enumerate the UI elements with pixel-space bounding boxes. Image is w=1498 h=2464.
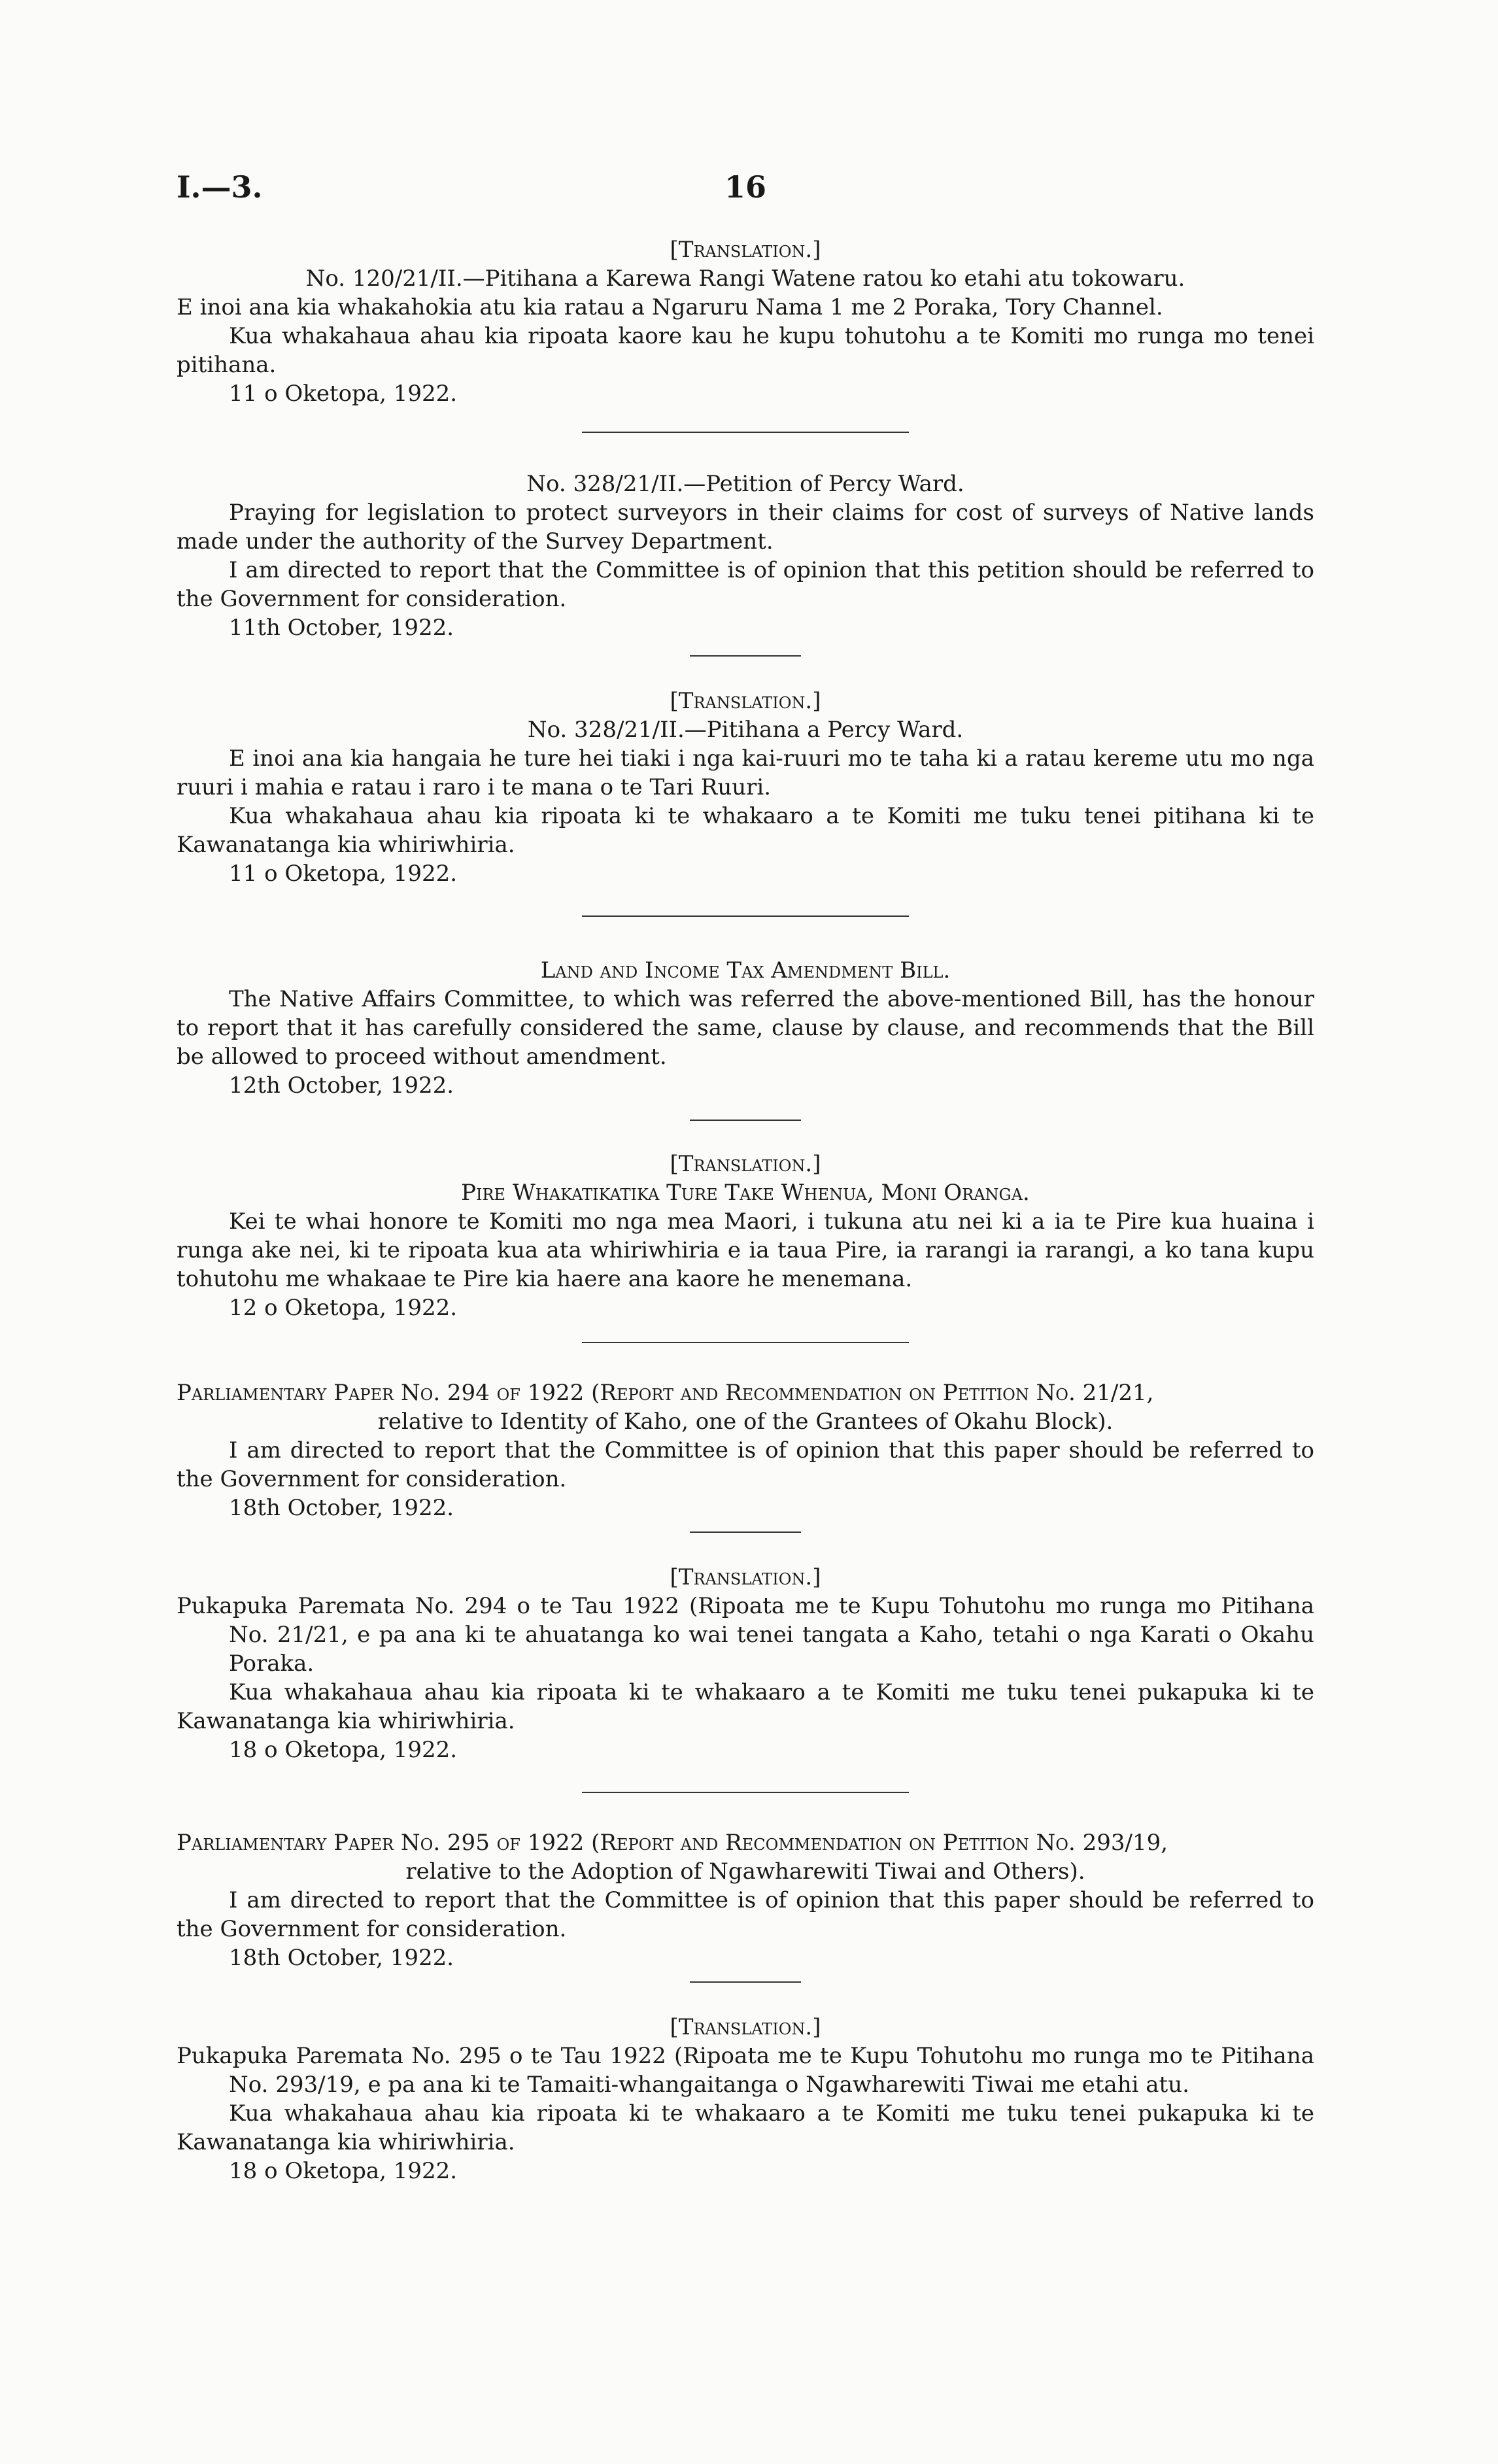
report-date: 18th October, 1922. [229, 1945, 454, 1971]
section-paper-294 [177, 1378, 1314, 1522]
report-date: 11 o Oketopa, 1922. [229, 861, 458, 887]
bill-title: Pire Whakatikatika Ture Take Whenua, Moni Oranga. [461, 1180, 1030, 1206]
section-divider [582, 432, 909, 433]
paper-title-line2: relative to Identity of Kaho, one of the Grantees of Okahu Block). [377, 1409, 1114, 1435]
section-bill-translation [177, 1150, 1314, 1322]
section-petition-328-translation [177, 687, 1314, 888]
report-date: 12th October, 1922. [229, 1072, 454, 1099]
section-divider [582, 1342, 909, 1343]
translation-heading: [Translation.] [670, 2014, 821, 2040]
petition-text: Praying for legislation to protect surveyors in their claims for cost of surveys of Native lands made under the authority of the Survey Department. [177, 500, 1314, 555]
report-date: 11 o Oketopa, 1922. [229, 381, 458, 407]
translation-heading: [Translation.] [670, 1151, 821, 1177]
petition-title: No. 120/21/II.—Pitihana a Karewa Rangi Watene ratou ko etahi atu tokowaru. [305, 265, 1185, 292]
committee-report: I am directed to report that the Committee is of opinion that this paper should be referred to the Government for consideration. [177, 1887, 1314, 1942]
committee-report: The Native Affairs Committee, to which was referred the above-mentioned Bill, has the honour to report that it has carefully considered the same, clause by clause, and recommends that the Bill be allowed to proceed without amendment. [177, 986, 1314, 1070]
section-divider [690, 1531, 801, 1533]
committee-report: Kei te whai honore te Komiti mo nga mea Maori, i tukuna atu nei ki a ia te Pire kua huaina i runga ake nei, ki te ripoata kua ata whiriwhiria e ia taua Pire, ia rarangi ia rarangi, a ko tana kupu tohutohu me whakaae te Pire kia haere ana kaore he menemana. [177, 1208, 1314, 1292]
paper-title: Pukapuka Paremata No. 294 o te Tau 1922 (Ripoata me te Kupu Tohutohu mo runga mo Pitihana No. 21/21, e pa ana ki te ahuatanga ko wai tenei tangata a Kaho, tetahi o nga Karati o Okahu Poraka. [177, 1593, 1314, 1677]
report-date: 18 o Oketopa, 1922. [229, 2158, 458, 2184]
committee-report: Kua whakahaua ahau kia ripoata kaore kau he kupu tohutohu a te Komiti mo runga mo tenei pitihana. [177, 323, 1314, 378]
section-divider [582, 1792, 909, 1793]
petition-text: E inoi ana kia whakahokia atu kia ratau a Ngaruru Nama 1 me 2 Poraka, Tory Channel. [177, 294, 1163, 320]
petition-title: No. 328/21/II.—Pitihana a Percy Ward. [527, 717, 964, 743]
section-paper-295 [177, 1828, 1314, 1972]
petition-text: E inoi ana kia hangaia he ture hei tiaki i nga kai-ruuri mo te taha ki a ratau kereme utu mo nga ruuri i mahia e ratau i raro i te mana o te Tari Ruuri. [177, 745, 1314, 800]
report-date: 18th October, 1922. [229, 1495, 454, 1521]
translation-heading: [Translation.] [670, 688, 821, 714]
page-number: 16 [724, 169, 766, 205]
section-paper-294-translation [177, 1563, 1314, 1764]
section-divider [690, 1120, 801, 1121]
report-date: 12 o Oketopa, 1922. [229, 1295, 458, 1321]
committee-report: I am directed to report that the Committee is of opinion that this petition should be referred to the Government for consideration. [177, 557, 1314, 612]
section-divider [690, 655, 801, 657]
paper-title-line2: relative to the Adoption of Ngawharewiti Tiwai and Others). [405, 1858, 1085, 1885]
section-paper-295-translation [177, 2013, 1314, 2185]
section-petition-328 [177, 470, 1314, 642]
report-date: 11th October, 1922. [229, 615, 454, 641]
report-date: 18 o Oketopa, 1922. [229, 1737, 458, 1763]
translation-heading: [Translation.] [670, 1564, 821, 1590]
paper-title-line1: Parliamentary Paper No. 294 of 1922 (Report and Recommendation on Petition No. 21/21, [177, 1380, 1154, 1406]
paper-title: Pukapuka Paremata No. 295 o te Tau 1922 (Ripoata me te Kupu Tohutohu mo runga mo te Pitihana No. 293/19, e pa ana ki te Tamaiti-whangaitanga o Ngawharewiti Tiwai me etahi atu. [177, 2043, 1314, 2098]
paper-title-line1: Parliamentary Paper No. 295 of 1922 (Report and Recommendation on Petition No. 293/19, [177, 1830, 1168, 1856]
committee-report: I am directed to report that the Committee is of opinion that this paper should be referred to the Government for consideration. [177, 1437, 1314, 1492]
section-divider [582, 915, 909, 917]
bill-title: Land and Income Tax Amendment Bill. [540, 957, 951, 984]
committee-report: Kua whakahaua ahau kia ripoata ki te whakaaro a te Komiti me tuku tenei pukapuka ki te Kawanatanga kia whiriwhiria. [177, 1679, 1314, 1734]
section-divider [690, 1981, 801, 1983]
series-label: I.—3. [177, 169, 263, 205]
committee-report: Kua whakahaua ahau kia ripoata ki te whakaaro a te Komiti me tuku tenei pukapuka ki te Kawanatanga kia whiriwhiria. [177, 2100, 1314, 2155]
page-header [177, 169, 1314, 212]
committee-report: Kua whakahaua ahau kia ripoata ki te whakaaro a te Komiti me tuku tenei pitihana ki te Kawanatanga kia whiriwhiria. [177, 803, 1314, 858]
petition-title: No. 328/21/II.—Petition of Percy Ward. [526, 471, 964, 497]
translation-heading: [Translation.] [670, 237, 821, 263]
section-land-income-tax-bill [177, 956, 1314, 1100]
section-petition-120-translation [177, 235, 1314, 408]
